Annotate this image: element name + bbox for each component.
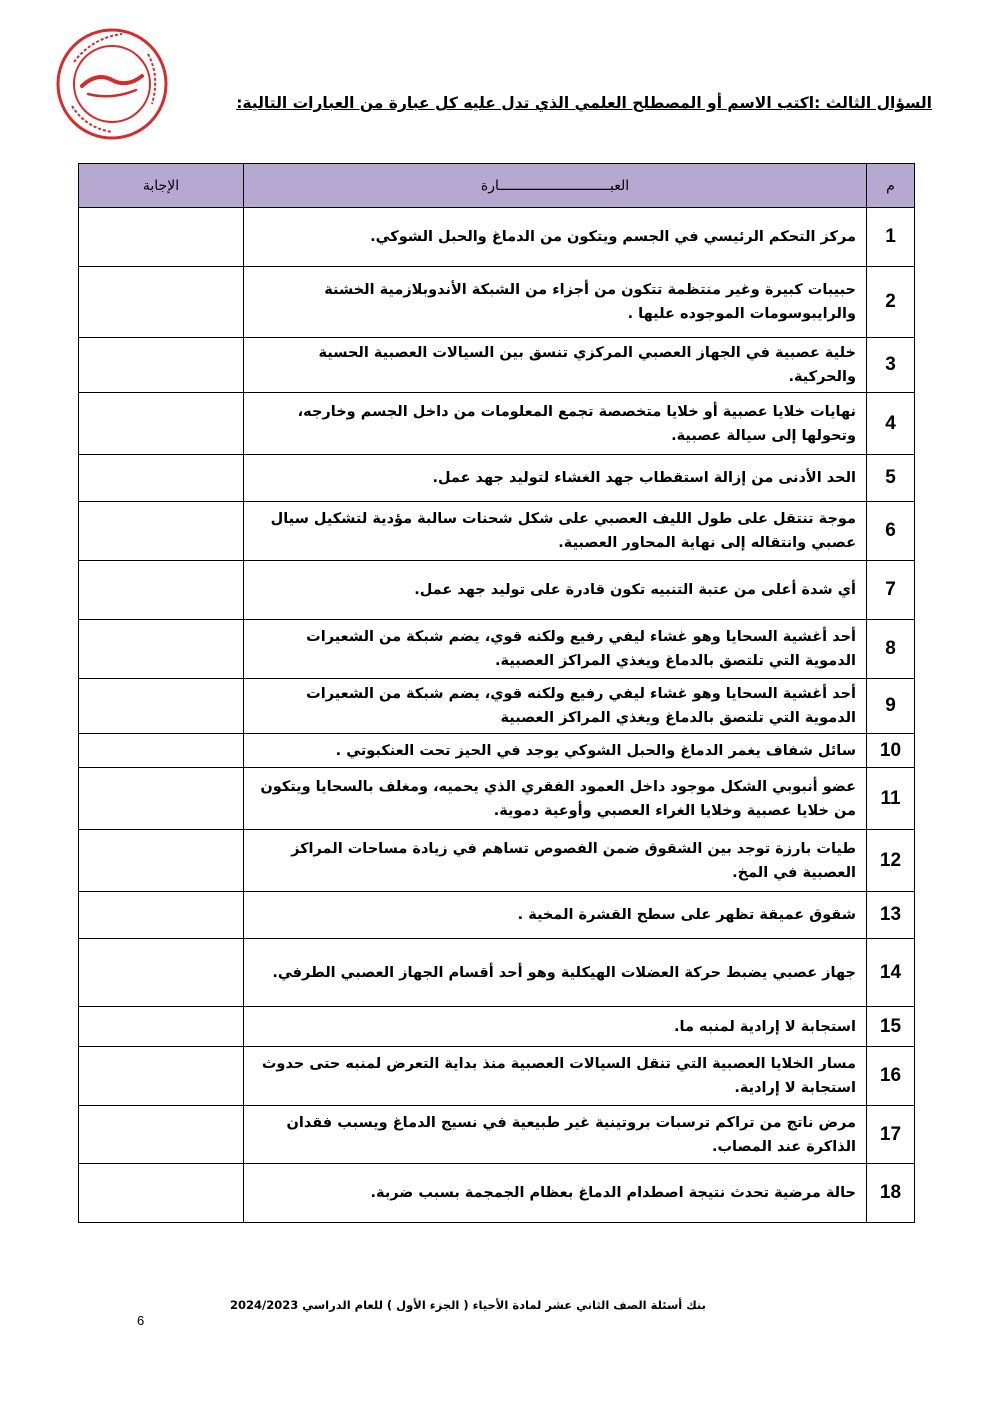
answer-cell[interactable]: [79, 267, 244, 338]
row-statement: استجابة لا إرادية لمنبه ما.: [244, 1007, 867, 1047]
row-statement: مركز التحكم الرئيسي في الجسم ويتكون من الدماغ والحبل الشوكي.: [244, 208, 867, 267]
row-number: 5: [867, 455, 915, 502]
row-number: 17: [867, 1106, 915, 1164]
row-statement: مرض ناتج من تراكم ترسبات بروتينية غير طبيعية في نسيج الدماغ ويسبب فقدان الذاكرة عند المصاب.: [244, 1106, 867, 1164]
row-number: 4: [867, 393, 915, 455]
page-number: 6: [137, 1313, 145, 1328]
table-row: [79, 1106, 915, 1164]
row-statement: جهاز عصبي يضبط حركة العضلات الهيكلية وهو أحد أقسام الجهاز العصبي الطرفي.: [244, 939, 867, 1007]
header-num: م: [867, 164, 915, 208]
row-number: 3: [867, 338, 915, 393]
row-statement: الحد الأدنى من إزالة استقطاب جهد الغشاء لتوليد جهد عمل.: [244, 455, 867, 502]
row-statement: عضو أنبوبي الشكل موجود داخل العمود الفقري الذي يحميه، ومغلف بالسحايا ويتكون من خلايا عصبية وخلايا الغراء العصبي وأوعية دموية.: [244, 768, 867, 830]
row-number: 6: [867, 502, 915, 561]
answer-cell[interactable]: [79, 455, 244, 502]
row-statement: طيات بارزة توجد بين الشقوق ضمن الفصوص تساهم في زيادة مساحات المراكز العصبية في المخ.: [244, 830, 867, 892]
answer-cell[interactable]: [79, 768, 244, 830]
row-statement: سائل شفاف يغمر الدماغ والحبل الشوكي يوجد في الحيز تحت العنكبوتي .: [244, 734, 867, 768]
table-row: [79, 620, 915, 679]
row-number: 15: [867, 1007, 915, 1047]
row-number: 10: [867, 734, 915, 768]
row-number: 1: [867, 208, 915, 267]
answer-cell[interactable]: [79, 620, 244, 679]
answer-cell[interactable]: [79, 502, 244, 561]
table-row: [79, 267, 915, 338]
row-number: 8: [867, 620, 915, 679]
row-statement: حالة مرضية تحدث نتيجة اصطدام الدماغ بعظام الجمجمة بسبب ضربة.: [244, 1164, 867, 1223]
questions-table: [78, 163, 915, 1223]
row-statement: شقوق عميقة تظهر على سطح القشرة المخية .: [244, 892, 867, 939]
row-statement: نهايات خلايا عصبية أو خلايا متخصصة تجمع المعلومات من داخل الجسم وخارجه، وتحولها إلى سيالة عصبية.: [244, 393, 867, 455]
answer-cell[interactable]: [79, 734, 244, 768]
row-statement: أي شدة أعلى من عتبة التنبيه تكون قادرة على توليد جهد عمل.: [244, 561, 867, 620]
table-row: [79, 892, 915, 939]
answer-cell[interactable]: [79, 1047, 244, 1106]
row-number: 7: [867, 561, 915, 620]
row-number: 14: [867, 939, 915, 1007]
table-row: [79, 338, 915, 393]
row-number: 13: [867, 892, 915, 939]
header-answer: الإجابة: [79, 164, 244, 208]
answer-cell[interactable]: [79, 393, 244, 455]
question-title: السؤال الثالث :اكتب الاسم أو المصطلح العلمي الذي تدل عليه كل عبارة من العبارات التالية:: [236, 94, 932, 112]
row-number: 2: [867, 267, 915, 338]
answer-cell[interactable]: [79, 208, 244, 267]
answer-cell[interactable]: [79, 892, 244, 939]
answer-cell[interactable]: [79, 1164, 244, 1223]
row-statement: خلية عصبية في الجهاز العصبي المركزي تنسق بين السيالات العصبية الحسية والحركية.: [244, 338, 867, 393]
row-statement: موجة تنتقل على طول الليف العصبي على شكل شحنات سالبة مؤدية لتشكيل سيال عصبي وانتقاله إلى نهاية المحاور العصبية.: [244, 502, 867, 561]
table-row: [79, 208, 915, 267]
table-row: [79, 830, 915, 892]
answer-cell[interactable]: [79, 1007, 244, 1047]
answer-cell[interactable]: [79, 1106, 244, 1164]
header-statement: العبـــــــــــــــــــــــــــارة: [244, 164, 867, 208]
row-number: 9: [867, 679, 915, 734]
row-number: 16: [867, 1047, 915, 1106]
answer-cell[interactable]: [79, 679, 244, 734]
footer-text: بنك أسئلة الصف الثاني عشر لمادة الأحياء ( الجزء الأول ) للعام الدراسي 2024/2023: [230, 1298, 706, 1312]
table-row: [79, 1164, 915, 1223]
table-row: [79, 734, 915, 768]
approval-stamp: [52, 24, 172, 144]
table-row: [79, 679, 915, 734]
table-row: [79, 1047, 915, 1106]
answer-cell[interactable]: [79, 939, 244, 1007]
table-row: [79, 768, 915, 830]
table-row: [79, 455, 915, 502]
row-number: 11: [867, 768, 915, 830]
row-statement: حبيبات كبيرة وغير منتظمة تتكون من أجزاء من الشبكة الأندوبلازمية الخشنة والرايبوسومات الموجوده عليها .: [244, 267, 867, 338]
table-row: [79, 1007, 915, 1047]
row-number: 18: [867, 1164, 915, 1223]
row-statement: أحد أغشية السحايا وهو غشاء ليفي رفيع ولكنه قوي، يضم شبكة من الشعيرات الدموية التي تلتصق بالدماغ ويغذي المراكز العصبية.: [244, 620, 867, 679]
table-row: [79, 561, 915, 620]
answer-cell[interactable]: [79, 338, 244, 393]
table-row: [79, 939, 915, 1007]
answer-cell[interactable]: [79, 830, 244, 892]
table-header-row: [79, 164, 915, 208]
table-row: [79, 393, 915, 455]
table-row: [79, 502, 915, 561]
answer-cell[interactable]: [79, 561, 244, 620]
row-statement: أحد أغشية السحايا وهو غشاء ليفي رفيع ولكنه قوي، يضم شبكة من الشعيرات الدموية التي تلتصق بالدماغ ويغذي المراكز العصبية: [244, 679, 867, 734]
row-number: 12: [867, 830, 915, 892]
row-statement: مسار الخلايا العصبية التي تنقل السيالات العصبية منذ بداية التعرض لمنبه حتى حدوث استجابة لا إرادية.: [244, 1047, 867, 1106]
